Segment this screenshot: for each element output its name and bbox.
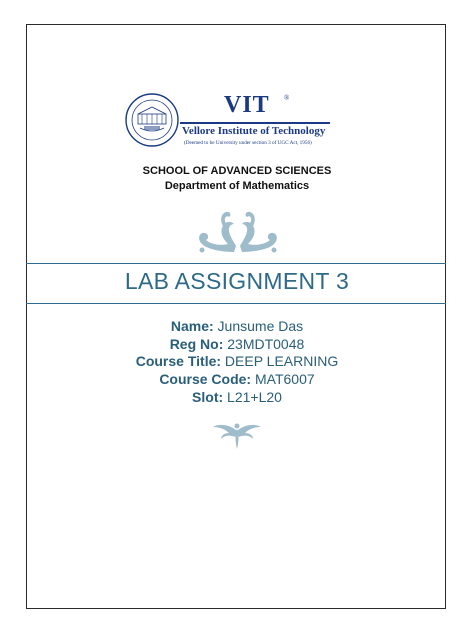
vit-emblem-icon [124,92,180,148]
course-title-value: DEEP LEARNING [224,353,339,369]
trademark-mark: ® [284,94,290,102]
title-rule-top [26,263,446,264]
vit-logo [124,92,339,152]
name-label: Name: [170,318,214,334]
reg-no-line [0,336,474,352]
slot-label: Slot: [192,389,224,405]
student-name-line [0,318,474,334]
course-title-label: Course Title: [135,353,222,369]
vit-brand-text: VIT [224,92,270,118]
course-code-label: Course Code: [159,371,252,387]
institute-subtitle: (Deemed to be University under section 3 of UGC Act, 1956) [184,140,312,146]
department-name: Department of Mathematics [164,180,310,192]
slot-value: L21+L20 [227,389,282,405]
course-code-line [0,371,474,387]
floral-flourish-icon [194,206,282,256]
page-title: LAB ASSIGNMENT 3 [124,268,350,294]
course-code-value: MAT6007 [255,371,315,387]
school-name: SCHOOL OF ADVANCED SCIENCES [142,165,332,177]
slot-line [0,389,474,405]
name-value: Junsume Das [217,318,304,334]
logo-divider [180,122,330,124]
course-title-line [0,353,474,369]
bottom-ornament-icon [211,421,263,451]
institute-name: Vellore Institute of Technology [182,125,326,137]
title-rule-bottom [26,303,446,304]
reg-no-label: Reg No: [169,336,224,352]
reg-no-value: 23MDT0048 [227,336,305,352]
